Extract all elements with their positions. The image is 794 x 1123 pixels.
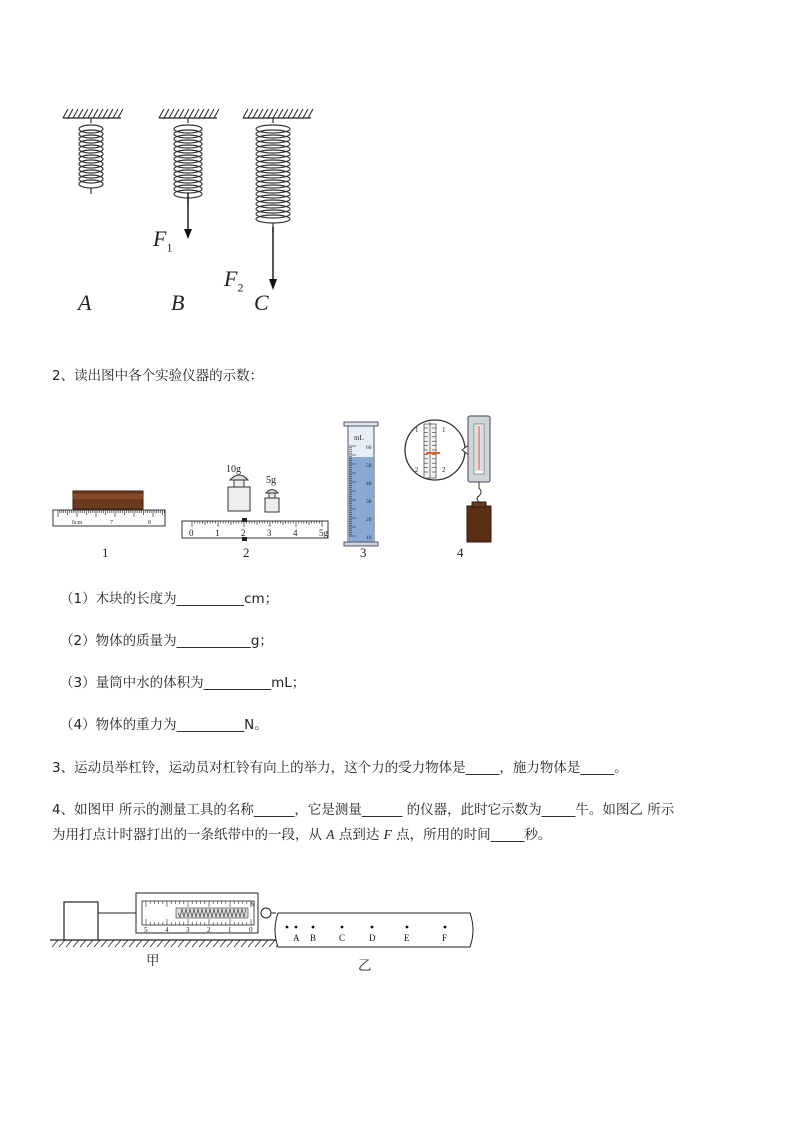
q2-item-2: （2）物体的质量为___________g； (60, 633, 273, 649)
svg-text:10: 10 (366, 535, 372, 541)
svg-text:8: 8 (148, 520, 151, 526)
svg-text:40: 40 (366, 481, 372, 487)
svg-text:20: 20 (366, 517, 372, 523)
svg-text:6cm: 6cm (72, 520, 83, 526)
label-yi: 乙 (358, 958, 372, 974)
instruments-figure (50, 410, 510, 560)
graduated-cylinder (344, 422, 378, 546)
svg-text:3: 3 (267, 528, 272, 538)
svg-text:4: 4 (293, 528, 298, 538)
spring-b (174, 118, 202, 206)
fig-label-1: 1 (102, 545, 109, 560)
svg-text:A: A (293, 933, 300, 943)
svg-text:F: F (442, 933, 448, 943)
spring-figure (55, 105, 315, 320)
svg-text:50: 50 (366, 463, 372, 469)
q4-figure (50, 885, 480, 960)
spring-scale (405, 416, 491, 542)
svg-text:3: 3 (186, 926, 190, 934)
svg-text:E: E (404, 933, 410, 943)
svg-text:0: 0 (249, 926, 253, 934)
svg-text:2: 2 (442, 466, 446, 474)
q4-line2: 为用打点计时器打出的一条纸带中的一段，从 A 点到达 F 点，所用的时间_____秒。 (52, 827, 552, 843)
svg-text:1: 1 (228, 926, 232, 934)
svg-text:4: 4 (165, 926, 169, 934)
fig-label-2: 2 (243, 545, 250, 560)
fig-label-4: 4 (457, 545, 464, 560)
spring-label-b: B (171, 290, 185, 315)
force-label-1: $F_1$ (153, 226, 173, 255)
q4-line1: 4、如图甲 所示的测量工具的名称______，它是测量______ 的仪器，此时它示数为_____牛。如图乙 所示 (52, 802, 675, 818)
svg-text:30: 30 (366, 499, 372, 505)
svg-text:2: 2 (241, 528, 246, 538)
svg-text:mL: mL (354, 434, 364, 442)
label-jia: 甲 (146, 953, 160, 969)
svg-text:1: 1 (442, 426, 446, 434)
svg-text:5: 5 (144, 926, 148, 934)
svg-text:10g: 10g (226, 464, 241, 475)
q2-item-4: （4）物体的重力为__________N。 (60, 717, 268, 733)
svg-text:7: 7 (110, 520, 113, 526)
spring-a (79, 118, 103, 194)
q2-item-3: （3）量筒中水的体积为__________mL； (60, 675, 306, 691)
svg-text:5g: 5g (319, 528, 328, 538)
paper-tape-yi (275, 913, 473, 947)
svg-text:60: 60 (366, 445, 372, 451)
svg-text:C: C (339, 933, 346, 943)
svg-text:1: 1 (215, 528, 220, 538)
svg-text:2: 2 (415, 466, 419, 474)
spring-c (256, 118, 290, 233)
q2-item-1: （1）木块的长度为__________cm； (60, 591, 279, 607)
ruler-with-block (53, 491, 165, 526)
spring-label-c: C (254, 290, 269, 315)
q2-title: 2、读出图中各个实验仪器的示数： (52, 368, 264, 384)
fig-label-3: 3 (360, 545, 367, 560)
balance-beam (182, 464, 329, 541)
spring-label-a: A (78, 290, 92, 315)
svg-text:2: 2 (207, 926, 211, 934)
force-label-2: $F_2$ (224, 266, 244, 295)
svg-text:5g: 5g (266, 475, 276, 486)
svg-text:B: B (310, 933, 317, 943)
svg-text:0: 0 (189, 528, 194, 538)
svg-text:1: 1 (415, 426, 419, 434)
svg-text:N: N (250, 901, 256, 909)
q3-text: 3、运动员举杠铃，运动员对杠铃有向上的举力，这个力的受力物体是_____，施力物体是_____。 (52, 760, 628, 776)
svg-text:D: D (369, 933, 376, 943)
